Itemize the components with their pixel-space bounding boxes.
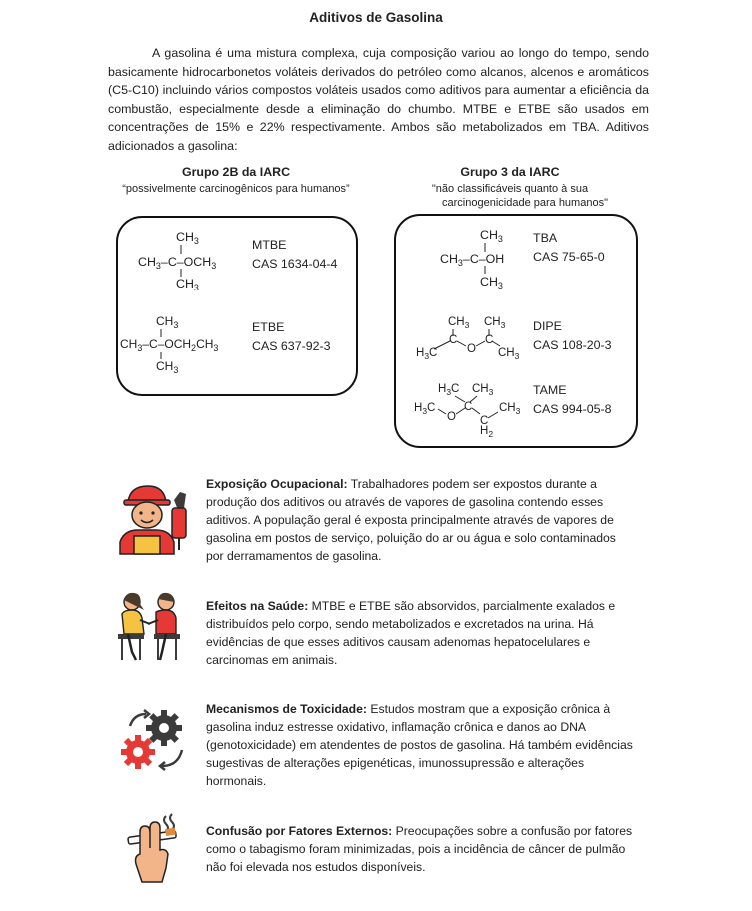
section-heading: Exposição Ocupacional: [206,477,348,491]
gears-icon [118,708,190,772]
svg-text:CH3: $CH_3$ [176,277,199,290]
group-3-subtitle-line2: carcinogenicidade para humanos" [442,197,608,209]
hand-cigarette-icon [122,812,184,884]
section-text: Trabalhadores podem ser expostos durante a produção dos aditivos ou através de vapores de gasolina contendo esses aditivos. A população geral é exposta principalmente através de vapores de gasolina em postos de serviço, poluição do ar ou água e solo contaminados por derramamentos de gasolina. [206,477,616,563]
compound-cas: CAS 994-05-8 [533,402,612,416]
compound-cas: CAS 75-65-0 [533,250,605,264]
doctor-patient-icon [114,590,184,662]
group-2b-title: Grupo 2B da IARC [181,165,291,179]
section-text: MTBE e ETBE são absorvidos, parcialmente exalados e distribuídos pelo corpo, sendo metabolizados e excretados na urina. Há evidências de que esses aditivos causam adenomas hepatocelulares e carcinomas em animais. [206,599,616,667]
svg-text:CH3: $CH_3$ [499,402,521,416]
group-2b-subtitle: “possivelmente carcinogênicos para humanos” [122,183,350,195]
svg-text:H2: $H_2$ [480,425,494,438]
compound-name: DIPE [533,319,562,333]
svg-text:C: C [480,415,489,427]
tba-structure [438,226,533,290]
svg-text:CH3: $CH_3$ [480,228,503,244]
intro-text: A gasolina é uma mistura complexa, cuja composição variou ao longo do tempo, sendo basicamente hidrocarbonetos voláteis derivados do petróleo como alcanos, alcenos e aromáticos (C5-C10) incluindo vários compostos voláteis usados como aditivos para aumentar a eficiência da combustão, especialmente desde a eliminação do chumbo. MTBE e ETBE são usados em concentrações de 15% e 22% respectivamente. Ambos são metabolizados em TBA. Aditivos adicionados a gasolina: [108,46,649,153]
tba-label [533,229,605,267]
tame-label [533,381,612,419]
svg-text:CH3: $CH_3$ [176,230,199,246]
section-text: Estudos mostram que a exposição crônica à gasolina induz estresse oxidativo, inflamação crônica e danos ao DNA (genotoxicidade) em atendentes de postos de gasolina. Há também evidências sugestivas de alterações epigenéticas, imunossupressão e alterações hormonais. [206,702,633,788]
svg-text:CH3–C–OCH2CH3: $CH_3-C-OCH_2CH_3$ [120,337,219,353]
svg-text:CH3: $CH_3$ [498,347,520,361]
etbe-label [252,318,331,356]
gas-station-worker-icon [116,480,192,556]
section-confusao [206,822,636,876]
compound-name: TBA [533,231,558,245]
svg-text:CH3–C–OCH3: $CH_3-C-OCH_3$ [138,255,217,271]
svg-text:O: O [447,411,456,423]
svg-text:CH3: $CH_3$ [480,275,503,290]
section-exposicao [206,475,636,565]
section-mecanismos [206,700,636,790]
compound-name: MTBE [252,238,287,252]
svg-text:C: C [485,334,494,346]
group-3-title: Grupo 3 da IARC [460,165,560,179]
svg-text:CH3: $CH_3$ [156,359,179,374]
compound-name: TAME [533,383,567,397]
svg-text:H3C: $H_3C$ [438,383,460,397]
section-text: Preocupações sobre a confusão por fatores como o tabagismo foram minimizadas, pois a incidência de câncer de pulmão não foi elevada nos estudos disponíveis. [206,824,633,874]
svg-text:C: C [464,401,473,413]
compound-cas: CAS 637-92-3 [252,339,331,353]
svg-text:CH3–C–OH: $CH_3-C-OH$ [440,252,505,268]
tame-structure [410,380,532,438]
intro-paragraph [108,44,649,156]
svg-text:CH3: $CH_3$ [484,316,506,330]
section-heading: Mecanismos de Toxicidade: [206,702,367,716]
page-title: Aditivos de Gasolina [309,10,443,25]
svg-text:H3C: $H_3C$ [414,402,436,416]
dipe-label [533,317,612,355]
compound-cas: CAS 1634-04-4 [252,257,338,271]
svg-text:CH3: $CH_3$ [448,316,470,330]
compound-cas: CAS 108-20-3 [533,338,612,352]
section-heading: Confusão por Fatores Externos: [206,824,393,838]
mtbe-label [252,236,337,274]
svg-text:O: O [467,343,476,355]
group-3-subtitle-line1: "não classificáveis quanto à sua [431,183,589,195]
section-heading: Efeitos na Saúde: [206,599,309,613]
etbe-structure [118,312,243,374]
group-3-subtitle [382,182,638,210]
section-efeitos [206,597,636,669]
svg-text:CH3: $CH_3$ [156,314,179,330]
dipe-structure [412,312,532,362]
svg-text:C: C [449,334,458,346]
compound-name: ETBE [252,320,285,334]
svg-text:H3C: $H_3C$ [416,347,438,361]
mtbe-structure [130,228,245,290]
svg-text:CH3: $CH_3$ [472,383,494,397]
